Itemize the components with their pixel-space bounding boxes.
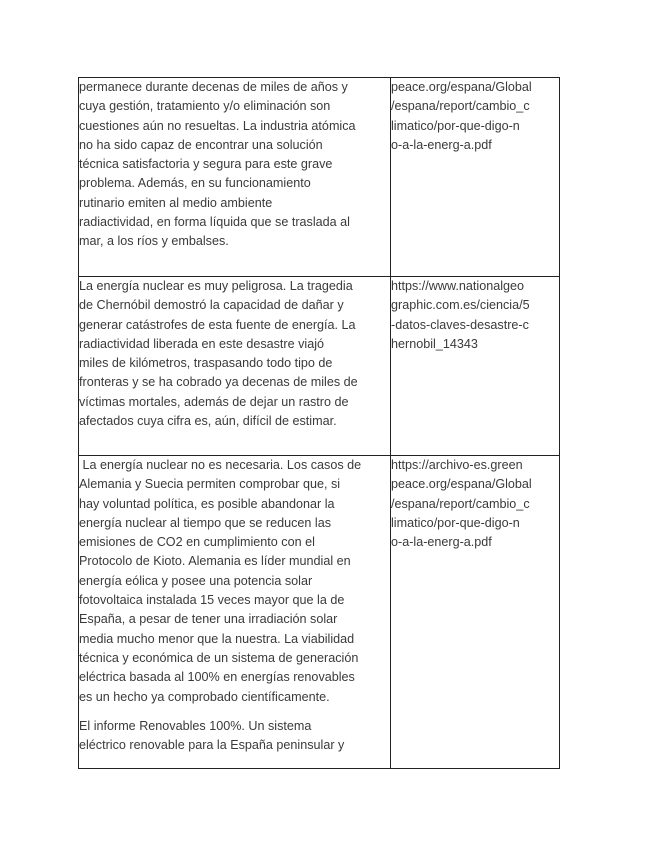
text-line: eléctrico renovable para la España peninsular y	[79, 738, 345, 753]
url-line[interactable]: /espana/report/cambio_c	[391, 99, 530, 114]
text-line: afectados cuya cifra es, aún, difícil de estimar.	[79, 414, 337, 429]
argument-text	[79, 456, 390, 707]
text-line: hay voluntad política, es posible abandonar la	[79, 496, 335, 511]
url-line[interactable]: peace.org/espana/Global	[391, 80, 532, 94]
text-line: Protocolo de Kioto. Alemania es líder mundial en	[79, 554, 351, 569]
source-url[interactable]	[391, 456, 559, 552]
text-line: eléctrica basada al 100% en energías renovables	[79, 670, 355, 685]
text-line: fotovoltaica instalada 15 veces mayor que la de	[79, 593, 345, 608]
url-line[interactable]: limatico/por-que-digo-n	[391, 118, 520, 133]
text-line: mar, a los ríos y embalses.	[79, 234, 229, 249]
text-line: energía eólica y posee una potencia solar	[79, 573, 313, 588]
argument-text-continued	[79, 717, 390, 756]
url-line[interactable]: https://www.nationalgeo	[391, 279, 525, 293]
text-line: radiactividad, en forma líquida que se traslada al	[79, 215, 350, 230]
text-line: víctimas mortales, además de dejar un rastro de	[79, 394, 349, 409]
text-line: generar catástrofes de esta fuente de energía. La	[79, 317, 356, 332]
source-url[interactable]	[391, 277, 559, 354]
url-line[interactable]: graphic.com.es/ciencia/5	[391, 298, 530, 313]
text-line: técnica satisfactoria y segura para este grave	[79, 157, 333, 172]
argument-cell	[79, 456, 391, 769]
url-line[interactable]: o-a-la-energ-a.pdf	[391, 535, 492, 550]
text-line: cuya gestión, tratamiento y/o eliminación son	[79, 99, 331, 114]
text-line: problema. Además, en su funcionamiento	[79, 176, 311, 191]
text-line: El informe Renovables 100%. Un sistema	[79, 718, 312, 733]
text-line: miles de kilómetros, traspasando todo tipo de	[79, 356, 333, 371]
table-row	[79, 78, 560, 277]
text-line: cuestiones aún no resueltas. La industria atómica	[79, 118, 356, 133]
text-line: rutinario emiten al medio ambiente	[79, 195, 273, 210]
url-line[interactable]: peace.org/espana/Global	[391, 477, 532, 492]
text-line: energía nuclear al tiempo que se reducen las	[79, 515, 332, 530]
url-line[interactable]: /espana/report/cambio_c	[391, 496, 530, 511]
text-line: La energía nuclear no es necesaria. Los casos de	[79, 458, 362, 472]
argument-text	[79, 78, 390, 252]
url-line[interactable]: limatico/por-que-digo-n	[391, 515, 520, 530]
text-line: Alemania y Suecia permiten comprobar que, si	[79, 477, 341, 492]
text-line: media mucho menor que la nuestra. La viabilidad	[79, 631, 355, 646]
text-line: permanece durante decenas de miles de años y	[79, 80, 348, 94]
text-line: radiactividad liberada en este desastre viajó	[79, 336, 325, 351]
url-line[interactable]: o-a-la-energ-a.pdf	[391, 137, 492, 152]
url-line[interactable]: https://archivo-es.green	[391, 458, 523, 472]
text-line: emisiones de CO2 en cumplimiento con el	[79, 535, 315, 550]
source-cell	[391, 456, 560, 769]
text-line: es un hecho ya comprobado científicamente.	[79, 689, 330, 704]
source-url[interactable]	[391, 78, 559, 155]
content-table	[78, 77, 560, 769]
text-line: no ha sido capaz de encontrar una solución	[79, 137, 323, 152]
text-line: España, a pesar de tener una irradiación solar	[79, 612, 338, 627]
text-line: fronteras y se ha cobrado ya decenas de miles de	[79, 375, 358, 390]
argument-text	[79, 277, 390, 431]
argument-cell	[79, 78, 391, 277]
argument-cell	[79, 277, 391, 456]
table-row	[79, 456, 560, 769]
source-cell	[391, 277, 560, 456]
url-line[interactable]: hernobil_14343	[391, 336, 478, 351]
url-line[interactable]: -datos-claves-desastre-c	[391, 317, 529, 332]
table-row	[79, 277, 560, 456]
text-line: de Chernóbil demostró la capacidad de dañar y	[79, 298, 344, 313]
source-cell	[391, 78, 560, 277]
text-line: La energía nuclear es muy peligrosa. La tragedia	[79, 279, 353, 293]
text-line: técnica y económica de un sistema de generación	[79, 650, 359, 665]
